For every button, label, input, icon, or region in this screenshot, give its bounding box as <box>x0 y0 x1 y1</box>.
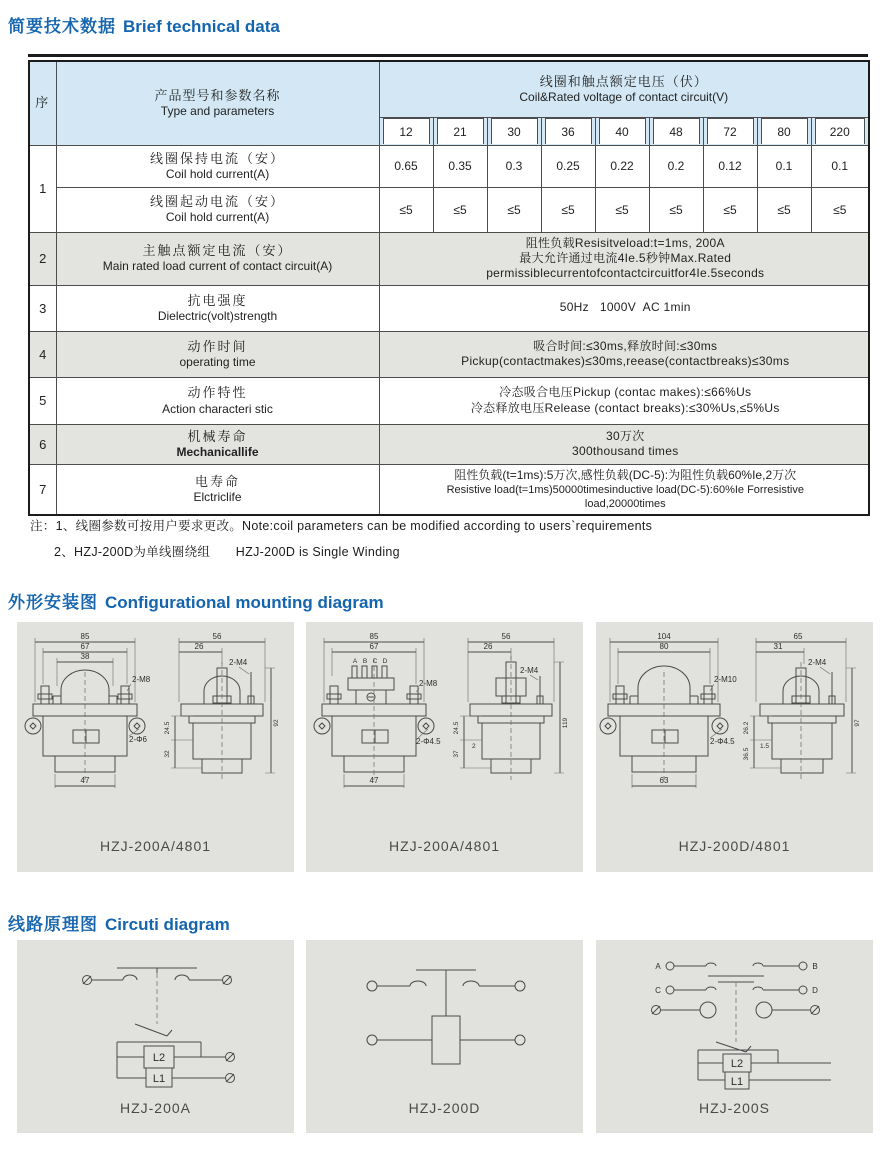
row-label: 线圈起动电流（安） Coil hold current(A) <box>56 187 379 232</box>
table-row <box>29 285 869 331</box>
svg-text:26.2: 26.2 <box>743 721 750 735</box>
cell-value: ≤5 <box>649 187 703 232</box>
table-row <box>29 232 869 285</box>
cell-value: 0.35 <box>433 145 487 187</box>
circuit-caption-1: HZJ-200A <box>119 1100 192 1116</box>
row-seq: 6 <box>29 424 56 464</box>
table-row <box>29 187 869 232</box>
svg-text:1.5: 1.5 <box>760 743 770 750</box>
row-seq: 4 <box>29 331 56 377</box>
table-row <box>29 331 869 377</box>
section-title-mounting-en: Configurational mounting diagram <box>105 593 384 612</box>
section-title-technical-zh: 简要技术数据 <box>8 17 116 36</box>
svg-text:119: 119 <box>562 717 569 729</box>
svg-text:26: 26 <box>194 642 204 651</box>
mounting-caption-3: HZJ-200D/4801 <box>678 838 791 854</box>
svg-text:26: 26 <box>483 642 493 651</box>
voltage-col: 21 <box>433 117 487 145</box>
svg-text:D: D <box>812 986 818 995</box>
cell-value: 0.25 <box>541 145 595 187</box>
row-content: 冷态吸合电压Pickup (contac makes):≤66%Us 冷态释放电压Release (contact breaks):≤30%Us,≤5%Us <box>379 377 869 424</box>
cell-value: ≤5 <box>487 187 541 232</box>
col-header-params-zh: 产品型号和参数名称 <box>154 87 281 103</box>
mounting-panel-2 <box>306 622 583 872</box>
svg-text:24.5: 24.5 <box>453 721 460 735</box>
row-content: 阻性负载(t=1ms):5万次,感性负载(DC-5):为阻性负载60%Ie,2万次 Resistive load(t=1ms)50000timesinductive load(DC-5):60%Ie Forresistive load,20000times <box>379 464 869 515</box>
svg-text:56: 56 <box>501 632 511 641</box>
table-top-rule <box>28 54 868 57</box>
cell-value: ≤5 <box>379 187 433 232</box>
circuit-panel-hzj200a <box>17 940 294 1133</box>
svg-text:2-Φ4.5: 2-Φ4.5 <box>416 737 441 746</box>
svg-text:A: A <box>352 658 358 665</box>
spec-table <box>28 60 870 516</box>
note-line-1: 注：1、线圈参数可按用户要求更改。Note:coil parameters can be modified according to users`requirements <box>30 519 653 533</box>
svg-text:A: A <box>655 962 661 971</box>
mounting-caption-1: HZJ-200A/4801 <box>99 838 212 854</box>
voltage-col: 30 <box>487 117 541 145</box>
row-content: 阻性负载Resisitveload:t=1ms, 200A 最大允许通过电流4Ie.5秒钟Max.Rated permissiblecurrentofcontactcircuitfor4Ie.5seconds <box>379 232 869 285</box>
row-seq: 1 <box>29 145 56 232</box>
svg-text:2-M10: 2-M10 <box>714 675 737 684</box>
row-content: 吸合时间:≤30ms,释放时间:≤30ms Pickup(contactmakes)≤30ms,reease(contactbreaks)≤30ms <box>379 331 869 377</box>
circuit-drawing-hzj200s <box>596 946 873 1096</box>
section-title-circuit-en: Circuti diagram <box>105 915 230 934</box>
svg-text:L1: L1 <box>152 1073 166 1085</box>
cell-value: ≤5 <box>595 187 649 232</box>
svg-text:85: 85 <box>369 632 379 641</box>
svg-text:L2: L2 <box>730 1058 744 1070</box>
circuit-panel-hzj200d <box>306 940 583 1133</box>
voltage-col: 36 <box>541 117 595 145</box>
svg-text:104: 104 <box>657 632 671 641</box>
svg-text:B: B <box>362 658 368 665</box>
table-row <box>29 145 869 187</box>
mounting-panel-1 <box>17 622 294 872</box>
cell-value: ≤5 <box>703 187 757 232</box>
row-seq: 3 <box>29 285 56 331</box>
table-row <box>29 424 869 464</box>
svg-text:56: 56 <box>212 632 222 641</box>
svg-text:2-Φ6: 2-Φ6 <box>129 735 147 744</box>
mounting-caption-2: HZJ-200A/4801 <box>388 838 501 854</box>
section-title-circuit-zh: 线路原理图 <box>8 915 98 934</box>
voltage-group-zh: 线圈和触点额定电压（伏） <box>539 73 708 89</box>
cell-value: ≤5 <box>757 187 811 232</box>
cell-value: 0.2 <box>649 145 703 187</box>
section-title-mounting <box>8 588 384 613</box>
row-label: 机械寿命 Mechanicallife <box>56 424 379 464</box>
row-content: 50Hz 1000V AC 1min <box>379 285 869 331</box>
svg-text:D: D <box>382 658 388 665</box>
svg-text:C: C <box>372 658 378 665</box>
cell-value: 0.3 <box>487 145 541 187</box>
col-header-seq: 序 <box>29 61 56 145</box>
svg-text:2-M4: 2-M4 <box>520 666 539 675</box>
col-header-voltage-group <box>379 61 869 117</box>
row-seq: 2 <box>29 232 56 285</box>
voltage-col: 40 <box>595 117 649 145</box>
svg-text:37: 37 <box>453 750 460 758</box>
svg-text:2-M4: 2-M4 <box>808 658 827 667</box>
svg-text:C: C <box>655 986 661 995</box>
circuit-caption-3: HZJ-200S <box>698 1100 771 1116</box>
section-title-circuit <box>8 910 230 935</box>
svg-text:2: 2 <box>472 743 476 750</box>
cell-value: 0.12 <box>703 145 757 187</box>
row-label: 动作特性 Action characteri stic <box>56 377 379 424</box>
voltage-col: 12 <box>379 117 433 145</box>
row-content: 30万次 300thousand times <box>379 424 869 464</box>
row-label: 抗电强度 Dielectric(volt)strength <box>56 285 379 331</box>
mounting-drawing-hzj200a <box>17 628 294 836</box>
mounting-drawing-hzj200d <box>596 628 873 836</box>
svg-text:2-Φ4.5: 2-Φ4.5 <box>710 737 735 746</box>
col-header-params <box>56 61 379 145</box>
mounting-drawing-hzj200a-aux <box>306 628 583 836</box>
cell-value: ≤5 <box>433 187 487 232</box>
circuit-panel-hzj200s <box>596 940 873 1133</box>
row-label: 主触点额定电流（安） Main rated load current of contact circuit(A) <box>56 232 379 285</box>
cell-value: 0.22 <box>595 145 649 187</box>
svg-text:63: 63 <box>659 776 669 785</box>
svg-text:85: 85 <box>80 632 90 641</box>
svg-text:31: 31 <box>773 642 783 651</box>
svg-text:47: 47 <box>80 776 90 785</box>
svg-text:L1: L1 <box>730 1076 744 1088</box>
svg-text:92: 92 <box>273 719 280 727</box>
svg-text:24.5: 24.5 <box>164 721 171 735</box>
note-line-2: 2、HZJ-200D为单线圈绕组 HZJ-200D is Single Winding <box>54 545 400 559</box>
svg-text:32: 32 <box>164 750 171 758</box>
section-title-technical <box>8 12 280 37</box>
svg-text:2-M8: 2-M8 <box>132 675 151 684</box>
svg-text:L2: L2 <box>152 1052 166 1064</box>
cell-value: 0.1 <box>757 145 811 187</box>
row-label: 动作时间 operating time <box>56 331 379 377</box>
col-header-params-en: Type and parameters <box>160 104 275 119</box>
voltage-col: 220 <box>811 117 869 145</box>
section-title-mounting-zh: 外形安装图 <box>8 593 98 612</box>
svg-text:38: 38 <box>80 652 90 661</box>
circuit-drawing-hzj200a <box>17 946 294 1096</box>
svg-text:80: 80 <box>659 642 669 651</box>
table-row <box>29 464 869 515</box>
row-label: 电寿命 Elctriclife <box>56 464 379 515</box>
circuit-drawing-hzj200d <box>306 946 583 1096</box>
cell-value: 0.1 <box>811 145 869 187</box>
section-title-technical-en: Brief technical data <box>123 17 280 36</box>
svg-text:65: 65 <box>793 632 803 641</box>
table-row <box>29 377 869 424</box>
svg-text:36.5: 36.5 <box>743 747 750 761</box>
row-seq: 5 <box>29 377 56 424</box>
row-label: 线圈保持电流（安） Coil hold current(A) <box>56 145 379 187</box>
cell-value: 0.65 <box>379 145 433 187</box>
svg-text:2-M4: 2-M4 <box>229 658 248 667</box>
cell-value: ≤5 <box>541 187 595 232</box>
svg-text:B: B <box>812 962 818 971</box>
svg-text:2-M8: 2-M8 <box>419 679 438 688</box>
voltage-col: 48 <box>649 117 703 145</box>
row-seq: 7 <box>29 464 56 515</box>
voltage-group-en: Coil&Rated voltage of contact circuit(V) <box>519 90 729 105</box>
mounting-panel-3 <box>596 622 873 872</box>
svg-text:97: 97 <box>854 719 861 727</box>
svg-text:67: 67 <box>369 642 379 651</box>
circuit-caption-2: HZJ-200D <box>408 1100 481 1116</box>
voltage-col: 72 <box>703 117 757 145</box>
svg-text:67: 67 <box>80 642 90 651</box>
voltage-col: 80 <box>757 117 811 145</box>
svg-text:47: 47 <box>369 776 379 785</box>
cell-value: ≤5 <box>811 187 869 232</box>
